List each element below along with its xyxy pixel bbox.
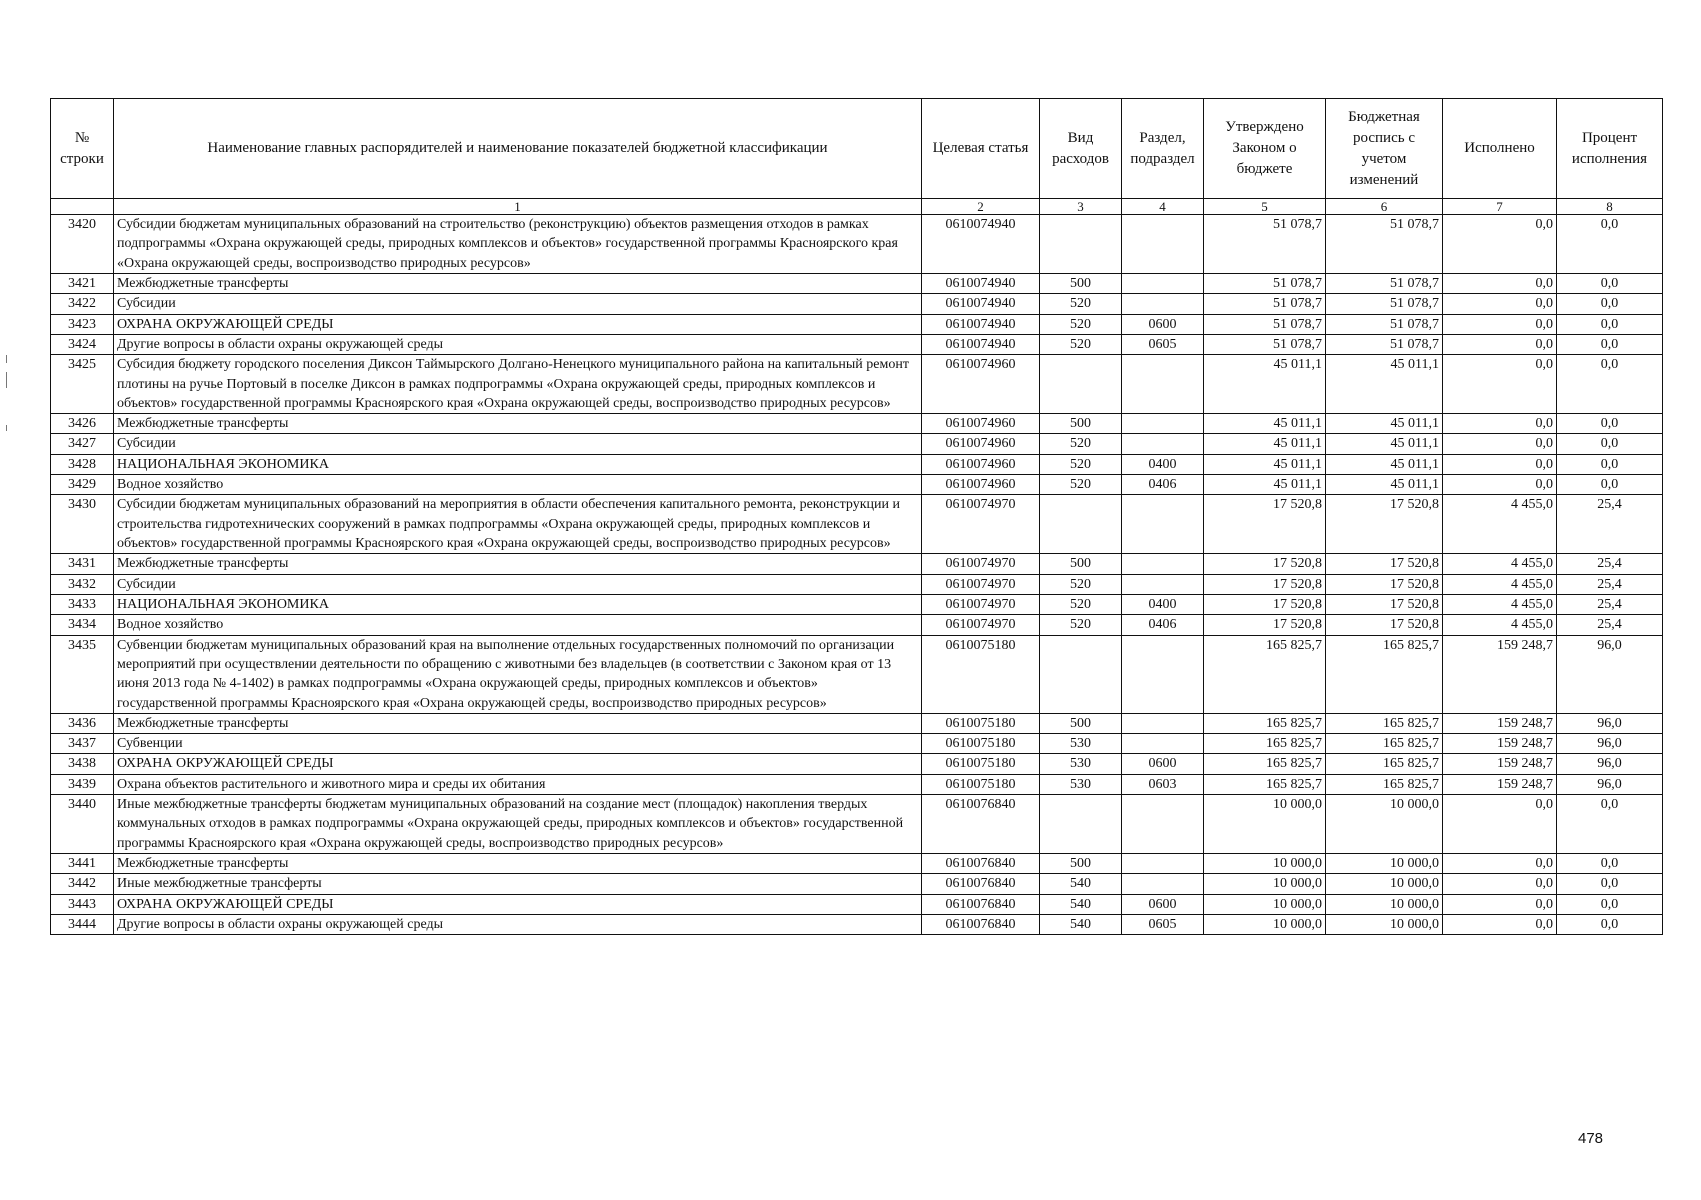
table-row bbox=[51, 554, 1663, 574]
row-expense-type bbox=[1040, 495, 1122, 554]
row-percent: 0,0 bbox=[1557, 314, 1663, 334]
row-number: 3432 bbox=[51, 574, 114, 594]
row-percent: 0,0 bbox=[1557, 215, 1663, 274]
column-number: 5 bbox=[1204, 199, 1326, 215]
row-expense-type: 500 bbox=[1040, 273, 1122, 293]
row-executed: 0,0 bbox=[1443, 894, 1557, 914]
row-executed: 0,0 bbox=[1443, 355, 1557, 414]
row-name: ОХРАНА ОКРУЖАЮЩЕЙ СРЕДЫ bbox=[114, 894, 922, 914]
row-approved: 51 078,7 bbox=[1204, 215, 1326, 274]
row-number: 3442 bbox=[51, 874, 114, 894]
row-name: Субвенции bbox=[114, 734, 922, 754]
row-executed: 4 455,0 bbox=[1443, 554, 1557, 574]
row-name: Охрана объектов растительного и животного мира и среды их обитания bbox=[114, 774, 922, 794]
row-approved: 45 011,1 bbox=[1204, 355, 1326, 414]
row-budget-list: 45 011,1 bbox=[1326, 475, 1443, 495]
row-executed: 4 455,0 bbox=[1443, 495, 1557, 554]
table-row bbox=[51, 713, 1663, 733]
row-section bbox=[1122, 554, 1204, 574]
column-number: 1 bbox=[114, 199, 922, 215]
row-executed: 0,0 bbox=[1443, 334, 1557, 354]
row-budget-list: 165 825,7 bbox=[1326, 774, 1443, 794]
row-expense-type: 500 bbox=[1040, 414, 1122, 434]
table-row bbox=[51, 273, 1663, 293]
row-budget-list: 51 078,7 bbox=[1326, 314, 1443, 334]
row-approved: 17 520,8 bbox=[1204, 554, 1326, 574]
row-section: 0406 bbox=[1122, 615, 1204, 635]
row-budget-list: 17 520,8 bbox=[1326, 554, 1443, 574]
row-approved: 45 011,1 bbox=[1204, 454, 1326, 474]
row-executed: 159 248,7 bbox=[1443, 635, 1557, 713]
row-approved: 10 000,0 bbox=[1204, 914, 1326, 934]
row-approved: 10 000,0 bbox=[1204, 854, 1326, 874]
row-budget-list: 10 000,0 bbox=[1326, 795, 1443, 854]
header-name: Наименование главных распорядителей и наименование показателей бюджетной классификации bbox=[114, 99, 922, 199]
row-approved: 17 520,8 bbox=[1204, 594, 1326, 614]
row-approved: 17 520,8 bbox=[1204, 495, 1326, 554]
row-name: ОХРАНА ОКРУЖАЮЩЕЙ СРЕДЫ bbox=[114, 754, 922, 774]
row-executed: 0,0 bbox=[1443, 475, 1557, 495]
row-expense-type: 520 bbox=[1040, 454, 1122, 474]
row-approved: 10 000,0 bbox=[1204, 795, 1326, 854]
row-expense-type: 520 bbox=[1040, 334, 1122, 354]
row-approved: 51 078,7 bbox=[1204, 273, 1326, 293]
row-target-article: 0610074970 bbox=[922, 495, 1040, 554]
row-number: 3439 bbox=[51, 774, 114, 794]
row-expense-type: 540 bbox=[1040, 874, 1122, 894]
row-expense-type: 540 bbox=[1040, 894, 1122, 914]
row-approved: 10 000,0 bbox=[1204, 894, 1326, 914]
row-number: 3423 bbox=[51, 314, 114, 334]
row-number: 3438 bbox=[51, 754, 114, 774]
row-target-article: 0610074960 bbox=[922, 454, 1040, 474]
column-number: 2 bbox=[922, 199, 1040, 215]
row-name: Межбюджетные трансферты bbox=[114, 854, 922, 874]
table-row bbox=[51, 635, 1663, 713]
row-name: Субсидии bbox=[114, 294, 922, 314]
column-number: 3 bbox=[1040, 199, 1122, 215]
row-budget-list: 165 825,7 bbox=[1326, 734, 1443, 754]
table-row bbox=[51, 615, 1663, 635]
row-name: НАЦИОНАЛЬНАЯ ЭКОНОМИКА bbox=[114, 454, 922, 474]
row-executed: 0,0 bbox=[1443, 434, 1557, 454]
row-percent: 0,0 bbox=[1557, 414, 1663, 434]
row-section bbox=[1122, 713, 1204, 733]
row-target-article: 0610074940 bbox=[922, 273, 1040, 293]
row-section: 0603 bbox=[1122, 774, 1204, 794]
row-number: 3425 bbox=[51, 355, 114, 414]
row-name: Межбюджетные трансферты bbox=[114, 713, 922, 733]
row-percent: 0,0 bbox=[1557, 273, 1663, 293]
row-expense-type: 500 bbox=[1040, 713, 1122, 733]
column-number: 7 bbox=[1443, 199, 1557, 215]
table-row bbox=[51, 475, 1663, 495]
row-percent: 0,0 bbox=[1557, 434, 1663, 454]
table-header-row bbox=[51, 99, 1663, 199]
row-executed: 0,0 bbox=[1443, 874, 1557, 894]
row-expense-type: 520 bbox=[1040, 294, 1122, 314]
row-approved: 165 825,7 bbox=[1204, 754, 1326, 774]
row-percent: 0,0 bbox=[1557, 334, 1663, 354]
row-budget-list: 51 078,7 bbox=[1326, 294, 1443, 314]
row-executed: 159 248,7 bbox=[1443, 713, 1557, 733]
row-section: 0400 bbox=[1122, 594, 1204, 614]
row-expense-type: 520 bbox=[1040, 434, 1122, 454]
row-expense-type bbox=[1040, 795, 1122, 854]
row-expense-type: 520 bbox=[1040, 314, 1122, 334]
row-target-article: 0610074940 bbox=[922, 294, 1040, 314]
header-approved: Утверждено Законом о бюджете bbox=[1204, 99, 1326, 199]
row-budget-list: 17 520,8 bbox=[1326, 495, 1443, 554]
row-name: Иные межбюджетные трансферты bbox=[114, 874, 922, 894]
table-row bbox=[51, 914, 1663, 934]
row-section bbox=[1122, 355, 1204, 414]
row-budget-list: 45 011,1 bbox=[1326, 454, 1443, 474]
row-target-article: 0610075180 bbox=[922, 713, 1040, 733]
row-executed: 0,0 bbox=[1443, 294, 1557, 314]
row-section bbox=[1122, 874, 1204, 894]
row-percent: 96,0 bbox=[1557, 754, 1663, 774]
row-budget-list: 17 520,8 bbox=[1326, 574, 1443, 594]
column-number: 6 bbox=[1326, 199, 1443, 215]
row-section: 0605 bbox=[1122, 334, 1204, 354]
row-budget-list: 165 825,7 bbox=[1326, 754, 1443, 774]
row-approved: 17 520,8 bbox=[1204, 615, 1326, 635]
row-number: 3426 bbox=[51, 414, 114, 434]
row-name: НАЦИОНАЛЬНАЯ ЭКОНОМИКА bbox=[114, 594, 922, 614]
row-target-article: 0610076840 bbox=[922, 854, 1040, 874]
row-approved: 17 520,8 bbox=[1204, 574, 1326, 594]
row-name: Субвенции бюджетам муниципальных образований края на выполнение отдельных государственных полномочий по организации мероприятий при осуществлении деятельности по обращению с животными без владельцев (в соответствии с Законом края от 13 июня 2013 года № 4-1402) в рамках подпрограммы «Охрана окружающей среды, природных комплексов и объектов» государственной программы Красноярского края «Охрана окружающей среды, воспроизводство природных ресурсов» bbox=[114, 635, 922, 713]
row-expense-type: 520 bbox=[1040, 574, 1122, 594]
row-percent: 25,4 bbox=[1557, 615, 1663, 635]
row-budget-list: 51 078,7 bbox=[1326, 215, 1443, 274]
table-row bbox=[51, 414, 1663, 434]
row-percent: 25,4 bbox=[1557, 574, 1663, 594]
table-row bbox=[51, 355, 1663, 414]
row-name: Межбюджетные трансферты bbox=[114, 554, 922, 574]
row-section: 0605 bbox=[1122, 914, 1204, 934]
row-approved: 165 825,7 bbox=[1204, 713, 1326, 733]
row-number: 3440 bbox=[51, 795, 114, 854]
table-row bbox=[51, 454, 1663, 474]
row-expense-type: 520 bbox=[1040, 594, 1122, 614]
header-target-article: Целевая статья bbox=[922, 99, 1040, 199]
row-target-article: 0610074940 bbox=[922, 215, 1040, 274]
table-row bbox=[51, 894, 1663, 914]
row-section bbox=[1122, 574, 1204, 594]
table-row bbox=[51, 734, 1663, 754]
row-budget-list: 10 000,0 bbox=[1326, 874, 1443, 894]
row-number: 3424 bbox=[51, 334, 114, 354]
row-executed: 159 248,7 bbox=[1443, 734, 1557, 754]
row-budget-list: 10 000,0 bbox=[1326, 854, 1443, 874]
row-target-article: 0610076840 bbox=[922, 874, 1040, 894]
row-number: 3433 bbox=[51, 594, 114, 614]
budget-execution-table bbox=[50, 98, 1663, 935]
row-target-article: 0610075180 bbox=[922, 754, 1040, 774]
row-executed: 0,0 bbox=[1443, 314, 1557, 334]
row-section: 0600 bbox=[1122, 894, 1204, 914]
row-target-article: 0610074970 bbox=[922, 554, 1040, 574]
row-percent: 0,0 bbox=[1557, 294, 1663, 314]
row-approved: 10 000,0 bbox=[1204, 874, 1326, 894]
row-number: 3429 bbox=[51, 475, 114, 495]
row-executed: 0,0 bbox=[1443, 854, 1557, 874]
row-target-article: 0610076840 bbox=[922, 914, 1040, 934]
row-percent: 96,0 bbox=[1557, 774, 1663, 794]
row-number: 3428 bbox=[51, 454, 114, 474]
row-percent: 0,0 bbox=[1557, 854, 1663, 874]
row-number: 3422 bbox=[51, 294, 114, 314]
row-section: 0600 bbox=[1122, 754, 1204, 774]
header-expense-type: Вид расходов bbox=[1040, 99, 1122, 199]
table-row bbox=[51, 874, 1663, 894]
table-row bbox=[51, 334, 1663, 354]
row-executed: 0,0 bbox=[1443, 215, 1557, 274]
row-approved: 165 825,7 bbox=[1204, 774, 1326, 794]
table-row bbox=[51, 215, 1663, 274]
scan-margin-mark bbox=[6, 355, 7, 363]
row-target-article: 0610076840 bbox=[922, 894, 1040, 914]
row-target-article: 0610075180 bbox=[922, 774, 1040, 794]
row-percent: 96,0 bbox=[1557, 713, 1663, 733]
row-target-article: 0610074970 bbox=[922, 574, 1040, 594]
row-target-article: 0610074960 bbox=[922, 475, 1040, 495]
row-expense-type bbox=[1040, 215, 1122, 274]
scan-margin-mark bbox=[6, 425, 7, 431]
table-row bbox=[51, 774, 1663, 794]
row-section: 0400 bbox=[1122, 454, 1204, 474]
row-number: 3434 bbox=[51, 615, 114, 635]
row-approved: 51 078,7 bbox=[1204, 314, 1326, 334]
row-percent: 0,0 bbox=[1557, 914, 1663, 934]
table-row bbox=[51, 314, 1663, 334]
row-number: 3430 bbox=[51, 495, 114, 554]
row-section bbox=[1122, 434, 1204, 454]
row-name: ОХРАНА ОКРУЖАЮЩЕЙ СРЕДЫ bbox=[114, 314, 922, 334]
page-number: 478 bbox=[1578, 1130, 1604, 1147]
row-section: 0406 bbox=[1122, 475, 1204, 495]
row-budget-list: 51 078,7 bbox=[1326, 334, 1443, 354]
row-executed: 159 248,7 bbox=[1443, 754, 1557, 774]
row-number: 3431 bbox=[51, 554, 114, 574]
row-approved: 45 011,1 bbox=[1204, 475, 1326, 495]
row-number: 3436 bbox=[51, 713, 114, 733]
row-section: 0600 bbox=[1122, 314, 1204, 334]
row-expense-type: 530 bbox=[1040, 734, 1122, 754]
column-number-blank bbox=[51, 199, 114, 215]
row-name: Межбюджетные трансферты bbox=[114, 273, 922, 293]
row-budget-list: 10 000,0 bbox=[1326, 914, 1443, 934]
row-name: Субсидия бюджету городского поселения Диксон Таймырского Долгано-Ненецкого муниципального района на капитальный ремонт плотины на ручье Портовый в поселке Диксон в рамках подпрограммы «Охрана окружающей среды, природных комплексов и объектов» государственной программы Красноярского края «Охрана окружающей среды, воспроизводство природных ресурсов» bbox=[114, 355, 922, 414]
header-percent: Процент исполнения bbox=[1557, 99, 1663, 199]
row-section bbox=[1122, 795, 1204, 854]
row-expense-type: 520 bbox=[1040, 615, 1122, 635]
table-row bbox=[51, 434, 1663, 454]
table-row bbox=[51, 754, 1663, 774]
row-target-article: 0610076840 bbox=[922, 795, 1040, 854]
row-section bbox=[1122, 635, 1204, 713]
row-number: 3420 bbox=[51, 215, 114, 274]
row-executed: 0,0 bbox=[1443, 914, 1557, 934]
row-budget-list: 51 078,7 bbox=[1326, 273, 1443, 293]
row-executed: 4 455,0 bbox=[1443, 594, 1557, 614]
row-number: 3437 bbox=[51, 734, 114, 754]
column-number: 4 bbox=[1122, 199, 1204, 215]
row-approved: 51 078,7 bbox=[1204, 294, 1326, 314]
row-expense-type: 520 bbox=[1040, 475, 1122, 495]
row-executed: 0,0 bbox=[1443, 273, 1557, 293]
row-approved: 165 825,7 bbox=[1204, 635, 1326, 713]
row-budget-list: 17 520,8 bbox=[1326, 594, 1443, 614]
row-percent: 0,0 bbox=[1557, 475, 1663, 495]
row-percent: 25,4 bbox=[1557, 594, 1663, 614]
scan-margin-mark bbox=[6, 372, 7, 388]
row-name: Другие вопросы в области охраны окружающей среды bbox=[114, 914, 922, 934]
row-number: 3443 bbox=[51, 894, 114, 914]
row-name: Субсидии bbox=[114, 434, 922, 454]
row-budget-list: 45 011,1 bbox=[1326, 434, 1443, 454]
header-executed: Исполнено bbox=[1443, 99, 1557, 199]
row-section bbox=[1122, 414, 1204, 434]
row-target-article: 0610074940 bbox=[922, 334, 1040, 354]
row-budget-list: 45 011,1 bbox=[1326, 414, 1443, 434]
row-section bbox=[1122, 854, 1204, 874]
row-executed: 0,0 bbox=[1443, 414, 1557, 434]
row-name: Межбюджетные трансферты bbox=[114, 414, 922, 434]
row-budget-list: 165 825,7 bbox=[1326, 635, 1443, 713]
row-name: Субсидии бюджетам муниципальных образований на строительство (реконструкцию) объектов размещения отходов в рамках подпрограммы «Охрана окружающей среды, природных комплексов и объектов» государственной программы Красноярского края «Охрана окружающей среды, воспроизводство природных ресурсов» bbox=[114, 215, 922, 274]
row-percent: 0,0 bbox=[1557, 874, 1663, 894]
row-budget-list: 45 011,1 bbox=[1326, 355, 1443, 414]
row-percent: 0,0 bbox=[1557, 355, 1663, 414]
row-target-article: 0610074940 bbox=[922, 314, 1040, 334]
row-executed: 0,0 bbox=[1443, 795, 1557, 854]
row-name: Субсидии бюджетам муниципальных образований на мероприятия в области обеспечения капитального ремонта, реконструкции и строительства гидротехнических сооружений в рамках подпрограммы «Охрана окружающей среды, природных комплексов и объектов» государственной программы Красноярского края «Охрана окружающей среды, воспроизводство природных ресурсов» bbox=[114, 495, 922, 554]
table-row bbox=[51, 854, 1663, 874]
row-approved: 51 078,7 bbox=[1204, 334, 1326, 354]
table-row bbox=[51, 294, 1663, 314]
row-target-article: 0610074970 bbox=[922, 615, 1040, 635]
row-percent: 25,4 bbox=[1557, 495, 1663, 554]
row-section bbox=[1122, 273, 1204, 293]
row-executed: 159 248,7 bbox=[1443, 774, 1557, 794]
row-number: 3444 bbox=[51, 914, 114, 934]
row-percent: 0,0 bbox=[1557, 795, 1663, 854]
row-percent: 25,4 bbox=[1557, 554, 1663, 574]
row-expense-type: 530 bbox=[1040, 774, 1122, 794]
row-target-article: 0610075180 bbox=[922, 635, 1040, 713]
row-target-article: 0610074960 bbox=[922, 355, 1040, 414]
row-section bbox=[1122, 294, 1204, 314]
header-section: Раздел, подраздел bbox=[1122, 99, 1204, 199]
row-expense-type: 530 bbox=[1040, 754, 1122, 774]
row-target-article: 0610075180 bbox=[922, 734, 1040, 754]
row-executed: 4 455,0 bbox=[1443, 615, 1557, 635]
column-number-row bbox=[51, 199, 1663, 215]
row-executed: 0,0 bbox=[1443, 454, 1557, 474]
row-number: 3421 bbox=[51, 273, 114, 293]
row-executed: 4 455,0 bbox=[1443, 574, 1557, 594]
row-section bbox=[1122, 495, 1204, 554]
row-number: 3441 bbox=[51, 854, 114, 874]
row-percent: 96,0 bbox=[1557, 734, 1663, 754]
row-section bbox=[1122, 734, 1204, 754]
row-number: 3427 bbox=[51, 434, 114, 454]
row-approved: 45 011,1 bbox=[1204, 434, 1326, 454]
row-percent: 0,0 bbox=[1557, 454, 1663, 474]
header-budget-list: Бюджетная роспись с учетом изменений bbox=[1326, 99, 1443, 199]
row-expense-type bbox=[1040, 635, 1122, 713]
row-name: Субсидии bbox=[114, 574, 922, 594]
row-name: Водное хозяйство bbox=[114, 475, 922, 495]
row-target-article: 0610074960 bbox=[922, 434, 1040, 454]
table-row bbox=[51, 594, 1663, 614]
row-target-article: 0610074970 bbox=[922, 594, 1040, 614]
row-number: 3435 bbox=[51, 635, 114, 713]
row-target-article: 0610074960 bbox=[922, 414, 1040, 434]
row-name: Иные межбюджетные трансферты бюджетам муниципальных образований на создание мест (площадок) накопления твердых коммунальных отходов в рамках подпрограммы «Охрана окружающей среды, природных комплексов и объектов» государственной программы Красноярского края «Охрана окружающей среды, воспроизводство природных ресурсов» bbox=[114, 795, 922, 854]
document-page bbox=[50, 98, 1662, 935]
row-expense-type: 500 bbox=[1040, 854, 1122, 874]
row-percent: 96,0 bbox=[1557, 635, 1663, 713]
table-row bbox=[51, 495, 1663, 554]
row-approved: 45 011,1 bbox=[1204, 414, 1326, 434]
row-budget-list: 165 825,7 bbox=[1326, 713, 1443, 733]
table-row bbox=[51, 795, 1663, 854]
row-budget-list: 17 520,8 bbox=[1326, 615, 1443, 635]
column-number: 8 bbox=[1557, 199, 1663, 215]
table-row bbox=[51, 574, 1663, 594]
row-percent: 0,0 bbox=[1557, 894, 1663, 914]
row-expense-type: 540 bbox=[1040, 914, 1122, 934]
row-expense-type bbox=[1040, 355, 1122, 414]
row-section bbox=[1122, 215, 1204, 274]
row-name: Другие вопросы в области охраны окружающей среды bbox=[114, 334, 922, 354]
row-name: Водное хозяйство bbox=[114, 615, 922, 635]
row-expense-type: 500 bbox=[1040, 554, 1122, 574]
row-approved: 165 825,7 bbox=[1204, 734, 1326, 754]
header-row-number: № строки bbox=[51, 99, 114, 199]
row-budget-list: 10 000,0 bbox=[1326, 894, 1443, 914]
